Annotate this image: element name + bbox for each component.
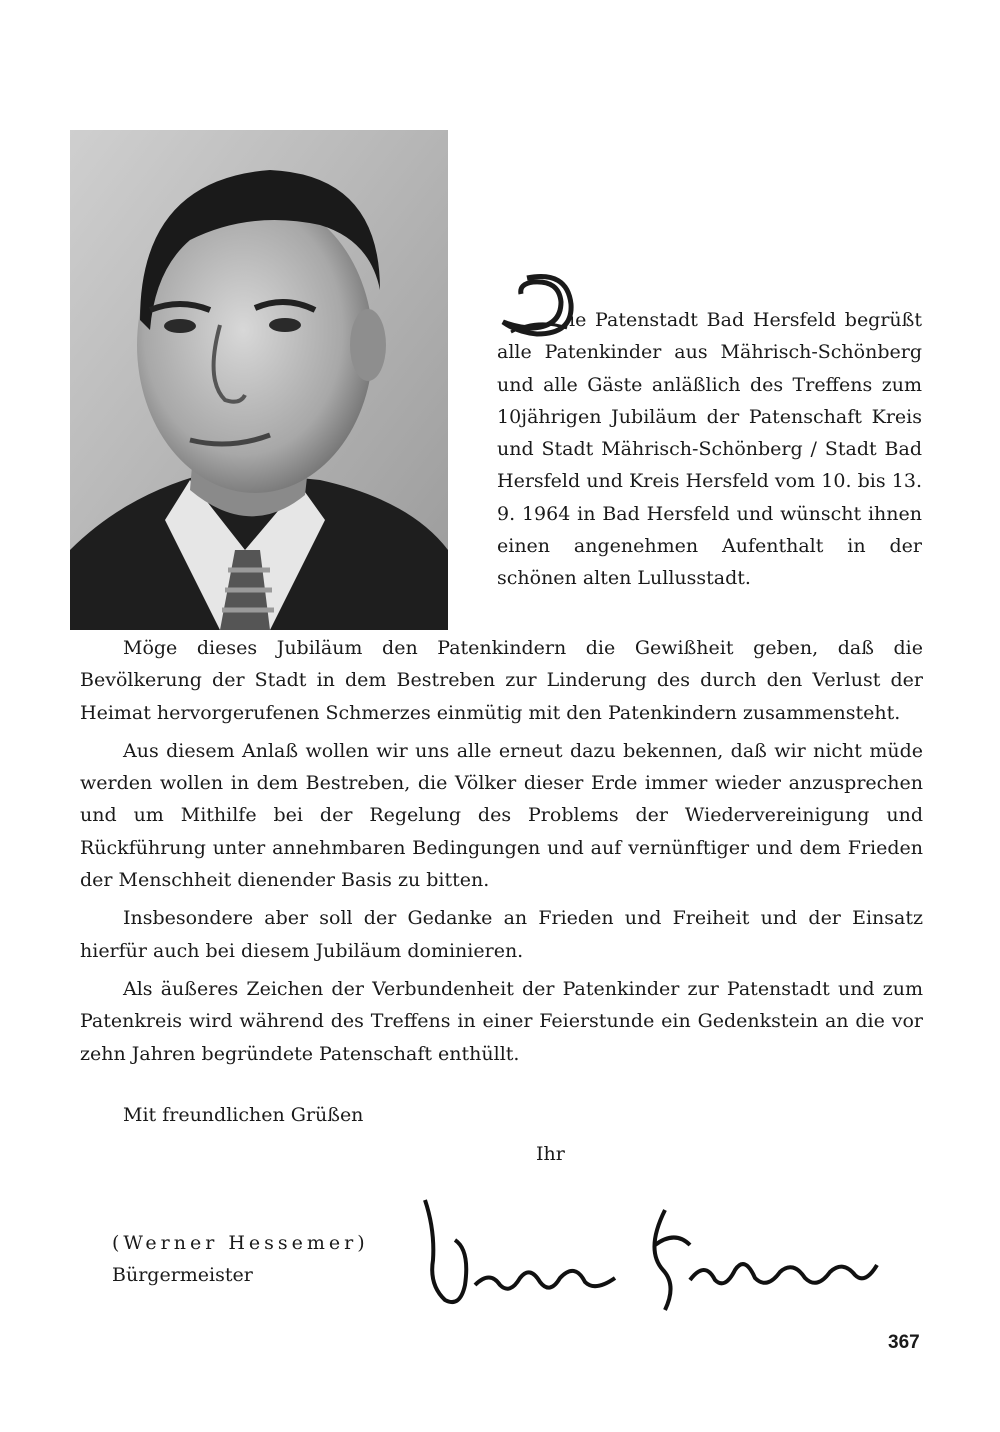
- portrait-illustration: [70, 130, 448, 630]
- greeting: Mit freundlichen Grüßen: [123, 1104, 364, 1126]
- signer-title: Bürgermeister: [112, 1264, 253, 1286]
- closing-ihr: Ihr: [536, 1143, 565, 1165]
- portrait-photo: [70, 130, 448, 630]
- signer-name: (Werner Hessemer): [112, 1232, 369, 1254]
- intro-text: ie Patenstadt Bad Hersfeld begrüßt alle Patenkinder aus Mährisch-Schönberg und alle Gäste anläßlich des Treffens zum 10jährigen Jubiläum der Patenschaft Kreis und Stadt Mährisch-Schönberg / Stadt Bad Hersfeld und Kreis Hersfeld vom 10. bis 13. 9. 1964 in Bad Hersfeld und wünscht ihnen einen angenehmen Aufenthalt in der schönen alten Lullusstadt.: [497, 309, 922, 590]
- handwritten-signature: [415, 1190, 885, 1320]
- intro-paragraph: [497, 304, 922, 595]
- drop-cap-letter: [0, 0, 1, 1]
- page-number: 367: [888, 1332, 920, 1353]
- body-text: [80, 632, 923, 1070]
- paragraph: Möge dieses Jubiläum den Patenkindern die Gewißheit geben, daß die Bevölkerung der Stadt in dem Bestreben zur Linderung des durch den Verlust der Heimat hervorgerufenen Schmerzes einmütig mit den Patenkindern zusammensteht.: [80, 637, 923, 724]
- paragraph: Aus diesem Anlaß wollen wir uns alle erneut dazu bekennen, daß wir nicht müde werden wollen in dem Bestreben, die Völker dieser Erde immer wieder anzusprechen und um Mithilfe bei der Regelung des Problems der Wiedervereinigung und Rückführung unter annehmbaren Bedingungen und auf vernünftiger und dem Frieden der Menschheit dienender Basis zu bitten.: [80, 739, 923, 892]
- paragraph: Als äußeres Zeichen der Verbundenheit der Patenkinder zur Patenstadt und zum Patenkreis wird während des Treffens in einer Feierstunde ein Gedenkstein an die vor zehn Jahren begründete Patenschaft enthüllt.: [80, 977, 923, 1065]
- paragraph: Insbesondere aber soll der Gedanke an Frieden und Freiheit und der Einsatz hierfür auch bei diesem Jubiläum dominieren.: [80, 907, 923, 962]
